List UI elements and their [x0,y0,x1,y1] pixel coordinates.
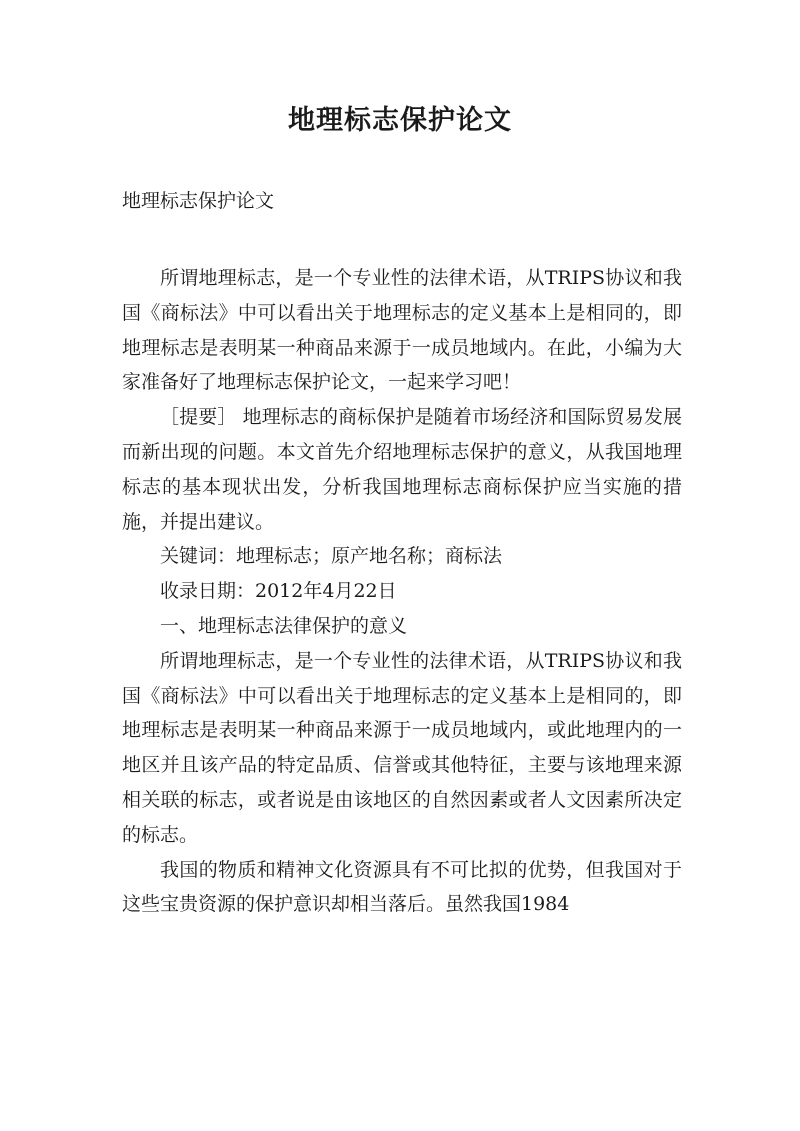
body-paragraph: 所谓地理标志，是一个专业性的法律术语，从TRIPS协议和我国《商标法》中可以看出关于地理标志的定义基本上是相同的，即地理标志是表明某一种商品来源于一成员地域内，或此地理内的一地区并且该产品的特定品质、信誉或其他特征，主要与该地理来源相关联的标志，或者说是由该地区的自然因素或者人文因素所决定的标志。 [122,649,682,846]
abstract-paragraph: ［提要］ 地理标志的商标保护是随着市场经济和国际贸易发展而新出现的问题。本文首先介绍地理标志保护的意义，从我国地理标志的基本现状出发，分析我国地理标志商标保护应当实施的措施，并提出建议。 [122,406,682,533]
keywords-line: 关键词：地理标志；原产地名称；商标法 [160,545,503,568]
document-body [122,261,682,922]
body-paragraph: 我国的物质和精神文化资源具有不可比拟的优势，但我国对于这些宝贵资源的保护意识却相当落后。虽然我国1984 [122,858,682,916]
document-subtitle: 地理标志保护论文 [122,190,275,212]
section-heading: 一、地理标志法律保护的意义 [160,614,408,637]
document-title: 地理标志保护论文 [288,105,512,136]
received-date-line: 收录日期：2012年4月22日 [160,580,397,603]
intro-paragraph: 所谓地理标志，是一个专业性的法律术语，从TRIPS协议和我国《商标法》中可以看出关于地理标志的定义基本上是相同的，即地理标志是表明某一种商品来源于一成员地域内。在此，小编为大家准备好了地理标志保护论文，一起来学习吧！ [122,267,682,394]
